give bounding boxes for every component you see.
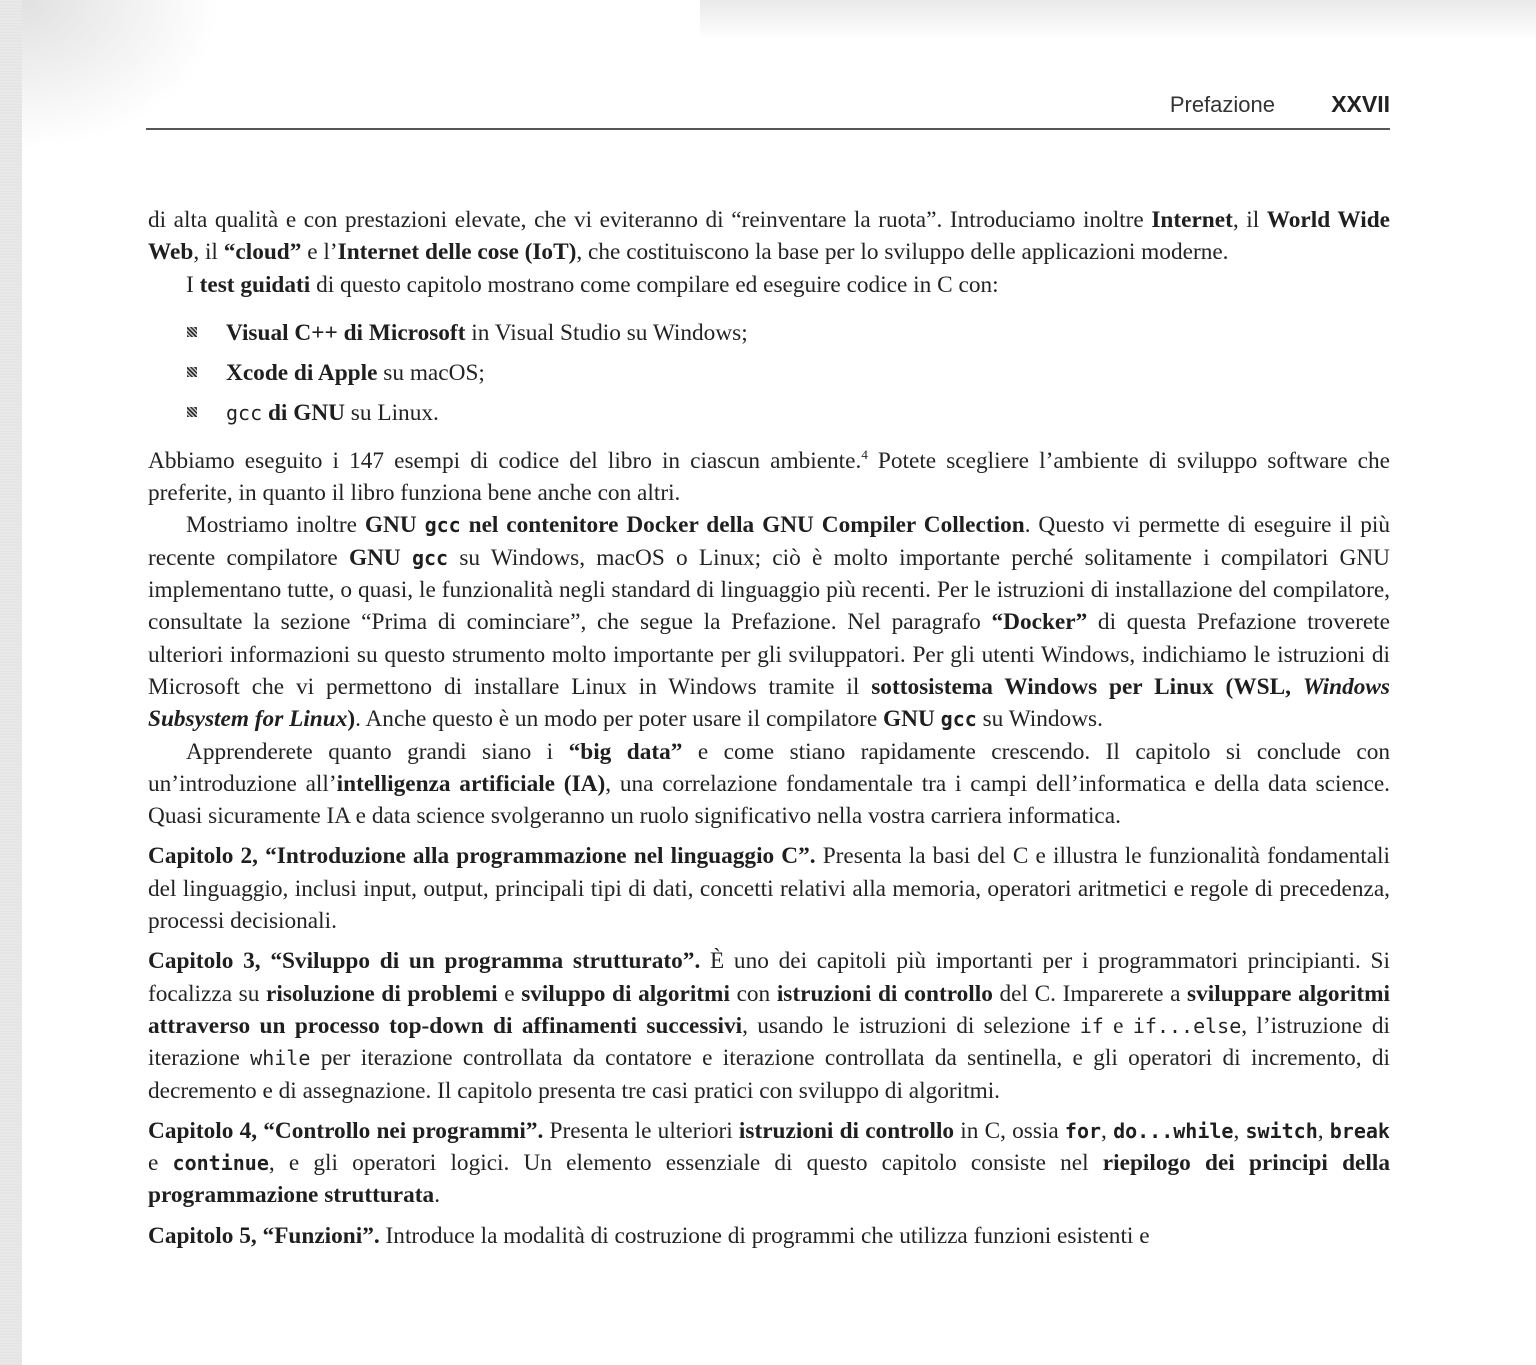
term: “big data” (568, 738, 683, 765)
text: del C. Imparerete a (992, 980, 1188, 1007)
term: ) (347, 706, 356, 733)
paragraph-test-guidati (148, 269, 1390, 301)
text: in Visual Studio su Windows; (465, 319, 748, 346)
text: su Windows, macOS o Linux; ciò è molto importante perché solitamente i compilatori GNU implementano tutte, o quasi, le funzionalità negli standard di linguaggio più recenti. Per le istruzioni di installazione del compilatore, consultate la sezione “Prima di cominciare”, che segue la Prefazione. Nel paragrafo (148, 544, 1390, 636)
scan-top-shadow (700, 0, 1536, 40)
text: in C, ossia (954, 1117, 1065, 1144)
bullet-square-icon (187, 327, 197, 337)
code-term: gcc (226, 400, 263, 425)
text: , (1101, 1117, 1114, 1144)
paragraph-chapter-2 (148, 840, 1390, 937)
page-number: XXVII (1331, 91, 1390, 117)
text: Presenta la basi del C e illustra le funzionalità fondamentali del linguaggio, inclusi input, output, principali tipi di dati, concetti relativi alla memoria, operatori aritmetici e regole di precedenza, processi decisionali. (148, 843, 1390, 935)
paragraph-chapter-5 (148, 1220, 1390, 1252)
text: su macOS; (377, 359, 485, 386)
text: Abbiamo eseguito i 147 esempi di codice del libro in ciascun ambiente. (148, 447, 862, 474)
list-item (186, 393, 1390, 433)
text: , usando le istruzioni di selezione (742, 1012, 1080, 1039)
bullet-square-icon (187, 367, 197, 377)
term: sottosistema Windows per Linux (WSL, (871, 673, 1303, 700)
text: , che costituiscono la base per lo sviluppo delle applicazioni moderne. (576, 239, 1229, 266)
text: Presenta le ulteriori (543, 1117, 739, 1144)
text: . Questo vi permette di eseguire il più recente compilatore (148, 512, 1390, 571)
text: , e gli operatori logici. Un elemento essenziale di questo capitolo consiste nel (268, 1150, 1103, 1177)
chapter-heading: Capitolo 2, “Introduzione alla programmazione nel linguaggio C”. (148, 843, 816, 870)
list-item (186, 313, 1390, 353)
term: GNU (883, 706, 941, 733)
term: “Docker” (991, 609, 1088, 636)
text: È uno dei capitoli più importanti per i programmatori principianti. Si focalizza su (148, 948, 1390, 1007)
running-title: Prefazione (1169, 92, 1275, 117)
term: istruzioni di controllo (776, 980, 993, 1007)
code-term: if (1079, 1013, 1104, 1038)
paragraph-examples (148, 445, 1390, 510)
paragraph-chapter-3 (148, 945, 1390, 1106)
code-term: for (1064, 1118, 1102, 1143)
text: e (497, 980, 522, 1007)
text: , (1233, 1117, 1246, 1144)
text: , una correlazione fondamentale tra i campi dell’informatica e della data science. Quasi sicuramente IA e data science svolgeranno un ruolo significativo nella vostra carriera informatica. (148, 770, 1390, 830)
footnote-marker: 4 (861, 447, 868, 463)
term: nel contenitore Docker della GNU Compiler Collection (460, 512, 1025, 539)
code-term: gcc (940, 707, 977, 732)
term: intelligenza artificiale (IA) (336, 770, 606, 797)
text: e (1103, 1012, 1133, 1039)
paragraph-chapter-4 (148, 1115, 1390, 1212)
code-term: gcc (411, 545, 449, 570)
term: riepilogo dei principi della programmazione strutturata (148, 1150, 1390, 1209)
text: , l’istruzione di iterazione (148, 1012, 1390, 1072)
term: sviluppare algoritmi attraverso un processo top-down di affinamenti successivi (148, 980, 1390, 1039)
scan-binding-edge (0, 0, 22, 1365)
text: per iterazione controllata da contatore e iterazione controllata da sentinella, e gli operatori di incremento, di decremento e di assegnazione. Il capitolo presenta tre casi pratici con sviluppo di algoritmi. (148, 1045, 1390, 1104)
term-iot: Internet delle cose (IoT) (337, 239, 577, 266)
term: Visual C++ di Microsoft (226, 319, 466, 346)
chapter-heading: Capitolo 4, “Controllo nei programmi”. (148, 1117, 544, 1144)
text: su Windows. (976, 706, 1103, 733)
text: . Anche questo è un modo per poter usare il compilatore (355, 706, 884, 733)
text: , il (193, 239, 224, 266)
header-rule (146, 128, 1390, 130)
paragraph-docker (148, 509, 1390, 735)
bullet-square-icon (187, 407, 197, 417)
code-term: continue (172, 1151, 269, 1176)
text: di alta qualità e con prestazioni elevate, che vi eviteranno di “reinventare la ruota”. Introduciamo inoltre (148, 207, 1152, 233)
text: Apprenderete quanto grandi siano i (186, 738, 569, 765)
code-term: if...else (1132, 1013, 1242, 1038)
term: istruzioni di controllo (738, 1117, 955, 1144)
text: Potete scegliere l’ambiente di sviluppo software che preferite, in quanto il libro funziona bene anche con altri. (148, 447, 1391, 507)
text: , il (1232, 207, 1267, 233)
term-internet: Internet (1151, 207, 1233, 233)
page-body (148, 204, 1390, 1252)
environment-list (186, 313, 1390, 433)
term: sviluppo di algoritmi (521, 980, 730, 1007)
text: di questa Prefazione troverete ulteriori informazioni su questo strumento molto importante per gli sviluppatori. Per gli utenti Windows, indichiamo le istruzioni di Microsoft che vi permettono di installare Linux in Windows tramite il (148, 609, 1390, 700)
term: GNU (364, 512, 425, 539)
code-term: do...while (1113, 1118, 1234, 1143)
code-term: gcc (424, 513, 461, 538)
text: . (434, 1182, 441, 1209)
text: e l’ (301, 239, 338, 266)
chapter-heading: Capitolo 5, “Funzioni”. (148, 1222, 380, 1249)
text: e come stiano rapidamente crescendo. Il capitolo si conclude con un’introduzione all’ (148, 738, 1390, 797)
text: su Linux. (344, 399, 439, 426)
paragraph-intro (148, 204, 1390, 269)
text: Mostriamo inoltre (186, 512, 365, 539)
paragraph-big-data (148, 736, 1390, 833)
text: , (1317, 1117, 1330, 1144)
term-cloud: “cloud” (223, 239, 302, 266)
text: e (148, 1150, 173, 1177)
term: di GNU (262, 399, 345, 426)
page-header (146, 88, 1390, 128)
code-term: switch (1245, 1118, 1318, 1143)
list-item (186, 353, 1390, 393)
text: di questo capitolo mostrano come compilare ed eseguire codice in C con: (310, 271, 999, 298)
term-test-guidati: test guidati (199, 271, 311, 298)
term-www: World Wide Web (148, 207, 1390, 266)
term: risoluzione di problemi (266, 980, 498, 1007)
term: GNU (348, 544, 412, 571)
code-term: while (250, 1046, 311, 1071)
code-term: break (1329, 1118, 1390, 1143)
text: con (729, 980, 777, 1007)
term: Xcode di Apple (226, 359, 378, 386)
text: I (186, 271, 200, 298)
term-italic: Windows Subsystem for Linux (148, 673, 1390, 733)
text: Introduce la modalità di costruzione di programmi che utilizza funzioni esistenti e (379, 1222, 1150, 1249)
chapter-heading: Capitolo 3, “Sviluppo di un programma strutturato”. (148, 948, 701, 975)
